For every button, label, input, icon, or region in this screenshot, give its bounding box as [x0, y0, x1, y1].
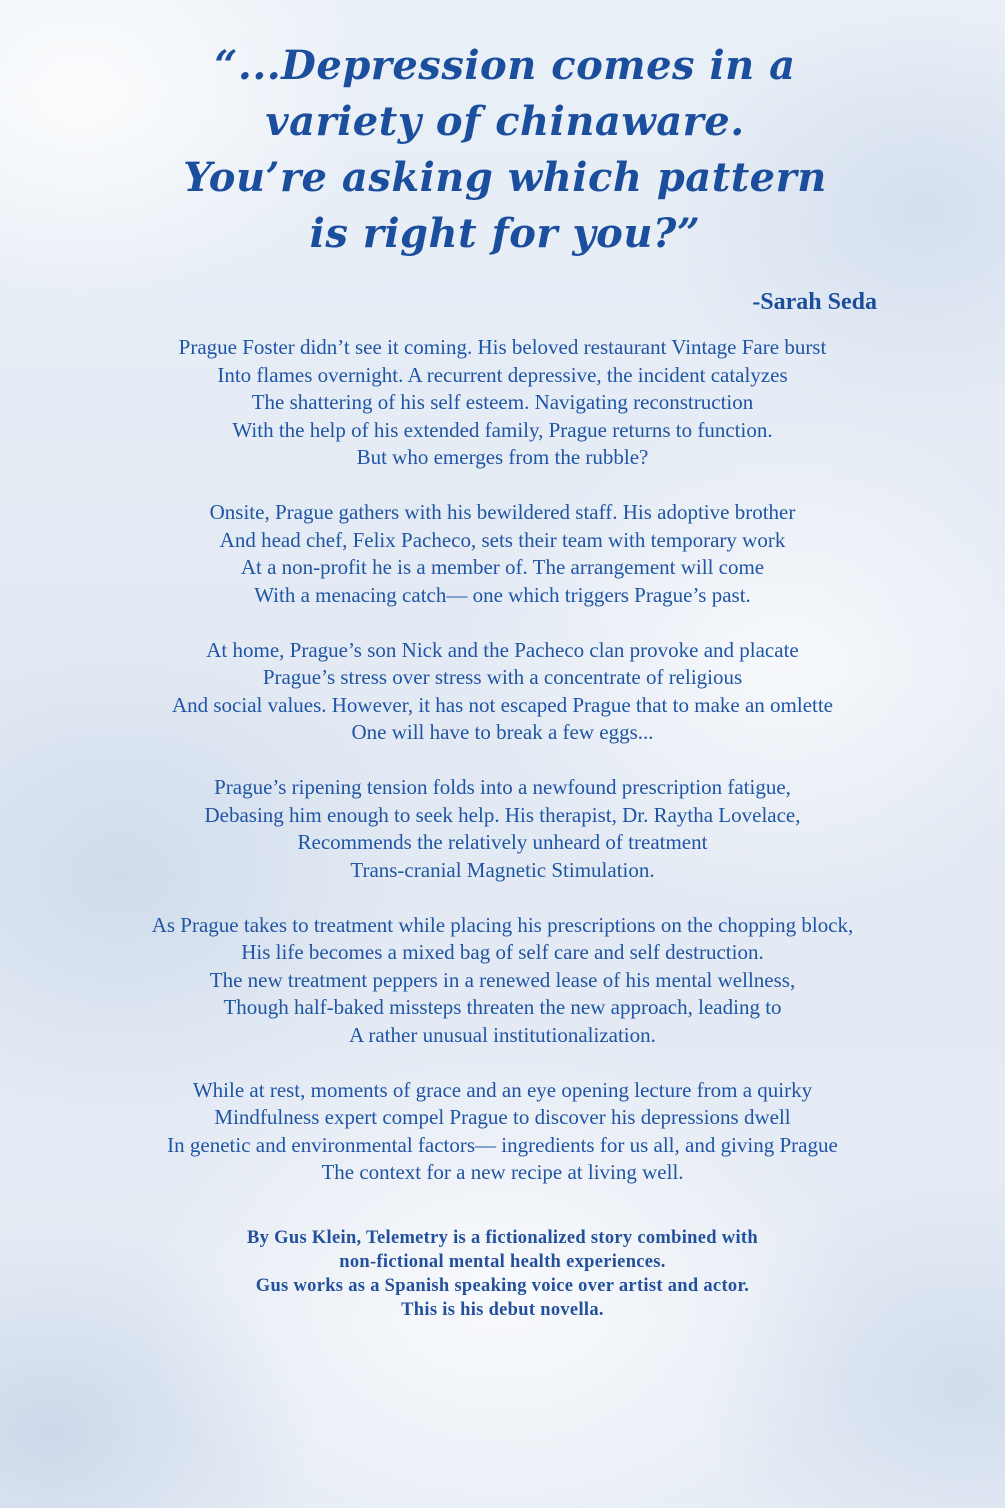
- synopsis-paragraph: [40, 499, 965, 609]
- synopsis-line: At home, Prague’s son Nick and the Pacheco clan provoke and placate: [206, 637, 799, 662]
- synopsis-paragraph: [40, 1077, 965, 1187]
- synopsis-line: As Prague takes to treatment while placing his prescriptions on the chopping block,: [151, 912, 854, 937]
- author-bio-line: By Gus Klein, Telemetry is a fictionalized story combined with: [247, 1228, 758, 1248]
- epigraph-quote: [140, 38, 870, 262]
- author-bio: [100, 1226, 905, 1322]
- synopsis-line: With a menacing catch— one which triggers Prague’s past.: [254, 582, 751, 607]
- quote-attribution: -Sarah Seda: [752, 289, 877, 315]
- synopsis-line: Mindfulness expert compel Prague to discover his depressions dwell: [214, 1105, 791, 1129]
- synopsis-paragraph: [40, 912, 965, 1050]
- synopsis-paragraph: [40, 334, 965, 472]
- synopsis-line: The context for a new recipe at living well.: [321, 1160, 684, 1184]
- synopsis-line: Trans-cranial Magnetic Stimulation.: [350, 857, 655, 882]
- synopsis-line: Prague Foster didn’t see it coming. His beloved restaurant Vintage Fare burst: [178, 335, 827, 359]
- synopsis-line: Prague’s stress over stress with a concentrate of religious: [262, 665, 743, 689]
- synopsis-line: While at rest, moments of grace and an eye opening lecture from a quirky: [192, 1077, 813, 1102]
- synopsis-line: Though half-baked missteps threaten the new approach, leading to: [223, 995, 782, 1019]
- synopsis-line: And social values. However, it has not escaped Prague that to make an omlette: [171, 692, 834, 717]
- synopsis-line: Debasing him enough to seek help. His therapist, Dr. Raytha Lovelace,: [204, 802, 801, 827]
- synopsis: [40, 334, 965, 1214]
- synopsis-paragraph: [40, 774, 965, 884]
- synopsis-line: At a non-profit he is a member of. The arrangement will come: [240, 555, 765, 579]
- synopsis-line: The shattering of his self esteem. Navigating reconstruction: [251, 390, 754, 414]
- quote-line: variety of chinaware.: [265, 98, 745, 145]
- quote-line: “...Depression comes in a: [214, 42, 796, 89]
- author-bio-line: non-fictional mental health experiences.: [339, 1252, 666, 1272]
- author-bio-line: This is his debut novella.: [401, 1300, 604, 1320]
- synopsis-line: His life becomes a mixed bag of self care and self destruction.: [241, 940, 764, 964]
- synopsis-line: The new treatment peppers in a renewed lease of his mental wellness,: [209, 967, 796, 992]
- synopsis-line: A rather unusual institutionalization.: [349, 1022, 656, 1047]
- quote-line: You’re asking which pattern: [183, 154, 827, 201]
- synopsis-line: Prague’s ripening tension folds into a newfound prescription fatigue,: [214, 775, 791, 799]
- synopsis-line: In genetic and environmental factors— ingredients for us all, and giving Prague: [167, 1132, 838, 1157]
- synopsis-line: Recommends the relatively unheard of treatment: [297, 830, 708, 854]
- synopsis-line: With the help of his extended family, Prague returns to function.: [232, 417, 773, 442]
- synopsis-line: Onsite, Prague gathers with his bewildered staff. His adoptive brother: [209, 500, 796, 524]
- synopsis-line: One will have to break a few eggs...: [351, 720, 654, 744]
- synopsis-line: Into flames overnight. A recurrent depressive, the incident catalyzes: [217, 362, 788, 387]
- synopsis-line: But who emerges from the rubble?: [356, 445, 649, 469]
- synopsis-line: And head chef, Felix Pacheco, sets their team with temporary work: [219, 527, 786, 552]
- quote-line: is right for you?”: [309, 210, 701, 257]
- author-bio-line: Gus works as a Spanish speaking voice over artist and actor.: [255, 1276, 750, 1296]
- synopsis-paragraph: [40, 637, 965, 747]
